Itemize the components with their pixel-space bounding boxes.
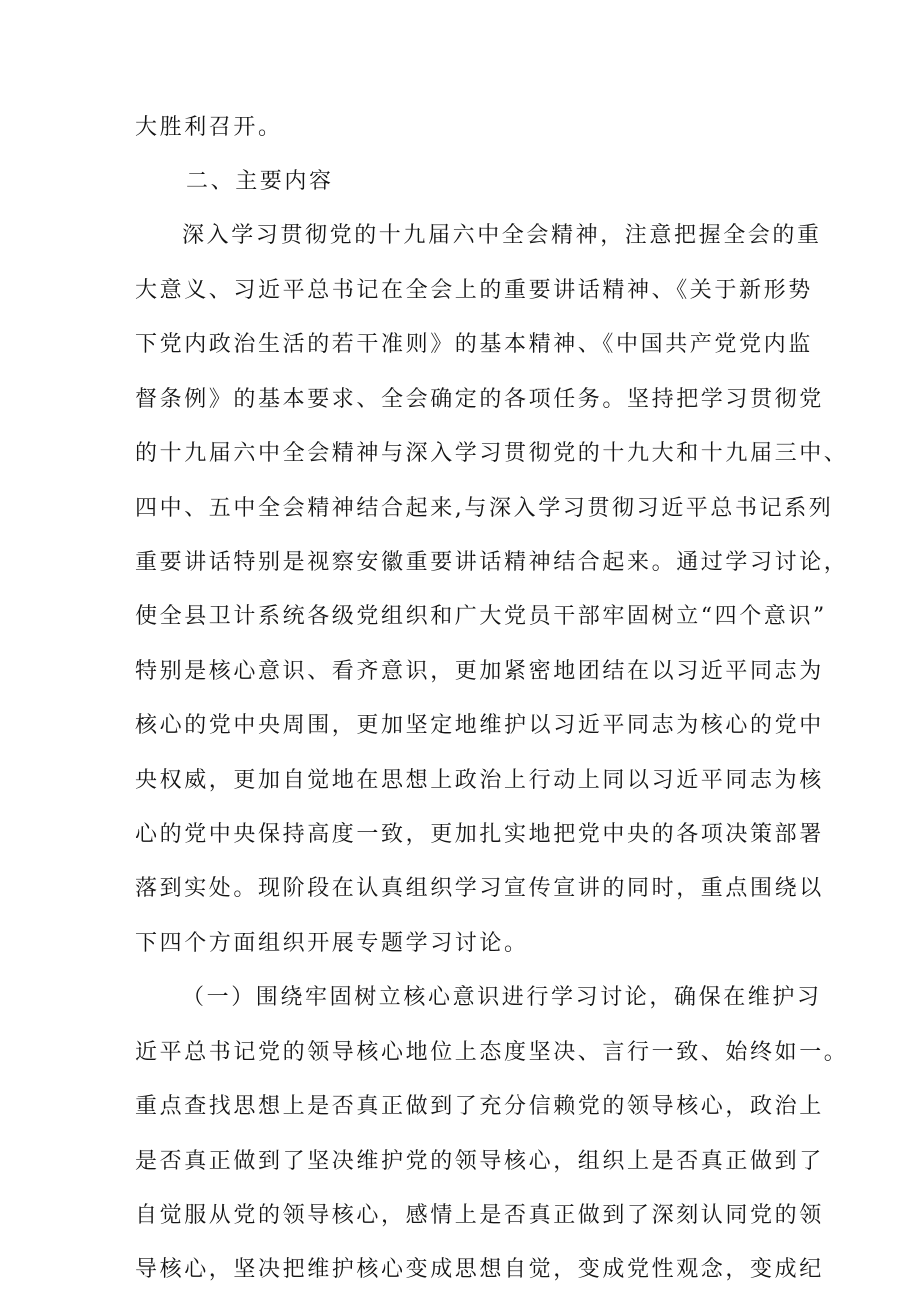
text-line: 特别是核心意识、看齐意识，更加紧密地团结在以习近平同志为 [135,659,824,684]
text-line: 近平总书记党的领导核心地位上态度坚决、言行一致、始终如一。 [135,1040,849,1065]
text-line: 四中、五中全会精神结合起来,与深入学习贯彻习近平总书记系列 [135,496,834,521]
text-line: 自觉服从党的领导核心，感情上是否真正做到了深刻认同党的领 [135,1203,824,1228]
subsection-heading: （一）围绕牢固树立核心意识进行学习讨论，确保在维护习 [182,985,822,1010]
text-line: 大胜利召开。 [135,115,283,140]
text-line: 下党内政治生活的若干准则》的基本精神、《中国共产党党内监 [135,332,813,357]
text-line: 督条例》的基本要求、全会确定的各项任务。坚持把学习贯彻党 [135,387,824,412]
section-heading: 二、主要内容 [186,169,334,194]
text-line: 的十九届六中全会精神与深入学习贯彻党的十九大和十九届三中、 [135,441,849,466]
text-line: 核心的党中央周围，更加坚定地维护以习近平同志为核心的党中 [135,713,824,738]
text-line: 下四个方面组织开展专题学习讨论。 [135,931,529,956]
text-line: 大意义、习近平总书记在全会上的重要讲话精神、《关于新形势 [135,278,813,303]
text-line: 使全县卫计系统各级党组织和广大党员干部牢固树立“四个意识” [135,604,827,629]
text-line: 是否真正做到了坚决维护党的领导核心，组织上是否真正做到了 [135,1149,824,1174]
text-line: 重要讲话特别是视察安徽重要讲话精神结合起来。通过学习讨论， [135,550,849,575]
text-line: 心的党中央保持高度一致，更加扎实地把党中央的各项决策部署 [135,822,824,847]
text-line: 央权威，更加自觉地在思想上政治上行动上同以习近平同志为核 [135,768,824,793]
text-line: 深入学习贯彻党的十九届六中全会精神，注意把握全会的重 [182,223,822,248]
text-line: 导核心，坚决把维护核心变成思想自觉，变成党性观念，变成纪 [135,1257,824,1282]
text-line: 重点查找思想上是否真正做到了充分信赖党的领导核心，政治上 [135,1094,824,1119]
text-line: 落到实处。现阶段在认真组织学习宣传宣讲的同时，重点围绕以 [135,876,824,901]
